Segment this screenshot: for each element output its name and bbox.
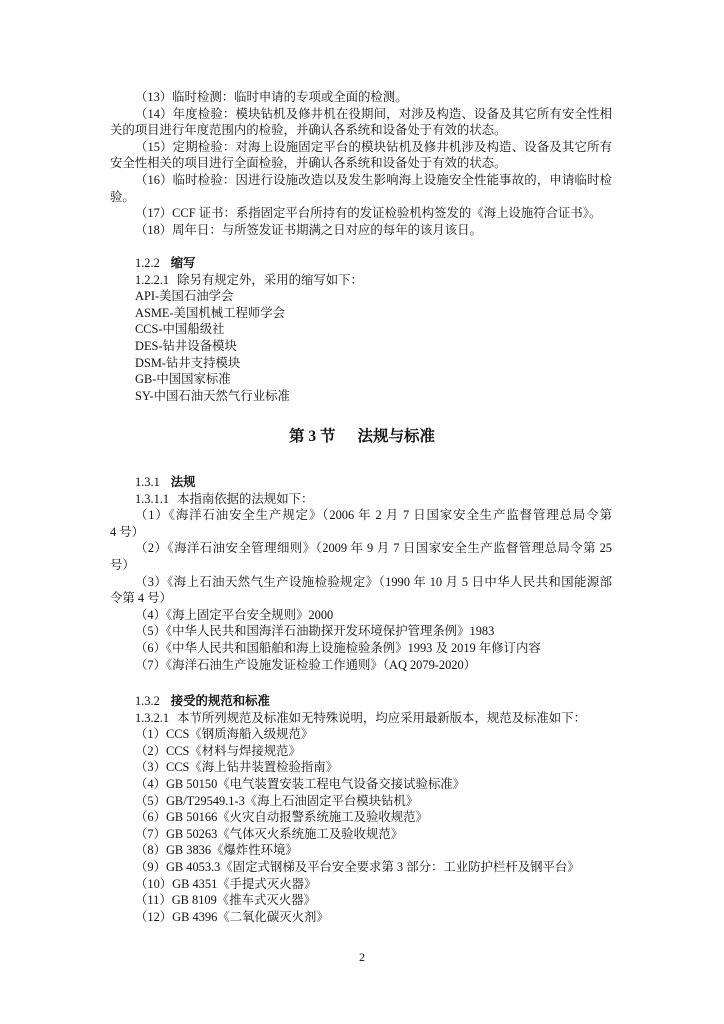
regulation-item: [110, 540, 612, 573]
heading-number: 1.3.2: [135, 694, 160, 708]
clause-text: 除另有规定外，采用的缩写如下：: [177, 272, 363, 287]
abbreviation-item: DSM-钻井支持模块: [135, 355, 241, 370]
definition-line: （13）临时检测：临时申请的专项或全面的检测。: [135, 90, 408, 104]
definition-line: 关的项目进行年度范围内的检验，并确认各系统和设备处于有效的状态。: [110, 123, 507, 138]
definition-line: （18）周年日：与所签发证书期满之日对应的每年的该月该日。: [135, 222, 482, 237]
definition-line: 安全性相关的项目进行全面检验，并确认各系统和设备处于有效的状态。: [110, 156, 507, 171]
heading-title: 接受的规范和标准: [170, 694, 270, 708]
clause-intro: [110, 710, 612, 727]
standard-item: （2）CCS《材料与焊接规范》: [135, 743, 301, 758]
standard-item: （8）GB 3836《爆炸性环境》: [135, 843, 298, 858]
regulation-line: （2）《海洋石油安全管理细则》（2009 年 9 月 7 日国家安全生产监督管理总局令第 25: [135, 541, 612, 556]
clause-intro: [110, 491, 612, 508]
standard-item: （4）GB 50150《电气装置安装工程电气设备交接试验标准》: [135, 776, 466, 791]
heading-title: 法规: [170, 475, 196, 489]
regulation-line: （1）《海洋石油安全生产规定》（2006 年 2 月 7 日国家安全生产监督管理总局令第: [135, 508, 612, 523]
standard-item: （3）CCS《海上钻井装置检验指南》: [135, 760, 339, 775]
regulation-item: [110, 623, 612, 640]
clause-text: 本节所列规范及标准如无特殊说明，均应采用最新版本，规范及标准如下：: [177, 710, 586, 725]
regulation-line: （3）《海上石油天然气生产设施检验规定》（1990 年 10 月 5 日中华人民共和国能源部: [135, 574, 612, 589]
heading-number: 1.2.2: [135, 256, 160, 270]
regulation-item: [110, 607, 612, 624]
section-title: 法规与标准: [357, 428, 436, 445]
clause-intro: [110, 272, 612, 289]
definition-line: （17）CCF 证书：系指固定平台所持有的发证检验机构签发的《海上设施符合证书》。: [135, 206, 602, 221]
regulation-item: [110, 640, 612, 657]
regulations-section: [110, 474, 612, 673]
definition-item: [110, 222, 612, 239]
regulation-item: [110, 657, 612, 674]
abbreviation-item: SY-中国石油天然气行业标准: [135, 388, 290, 403]
regulation-line: 令第 4 号）: [110, 591, 172, 606]
standard-item: （5）GB/T29549.1-3《海上石油固定平台模块钻机》: [135, 793, 419, 808]
subsection-heading: [110, 255, 612, 272]
definition-line: 验。: [110, 189, 135, 204]
regulation-line: （5）《中华人民共和国海洋石油勘探开发环境保护管理条例》1983: [135, 624, 495, 639]
definition-line: （14）年度检验：模块钻机及修井机在役期间，对涉及构造、设备及其它所有安全性相: [135, 106, 612, 121]
heading-number: 1.3.1: [135, 475, 160, 489]
regulation-line: （7）《海洋石油生产设施发证检验工作通则》（AQ 2079-2020）: [135, 657, 477, 672]
abbreviation-item: CCS-中国船级社: [135, 322, 225, 337]
page-number: 2: [359, 950, 365, 964]
standards-section: [110, 693, 612, 925]
definition-item: [110, 89, 612, 106]
definition-item: [110, 139, 612, 172]
definition-item: [110, 205, 612, 222]
regulation-item: [110, 507, 612, 540]
regulation-line: 号）: [110, 557, 135, 572]
definition-line: （16）临时检验：因进行设施改造以及发生影响海上设施安全性能事故的，申请临时检: [135, 172, 612, 187]
standard-item: （9）GB 4053.3《固定式钢梯及平台安全要求第 3 部分：工业防护栏杆及钢平台》: [135, 859, 580, 874]
standard-item: （7）GB 50263《气体灭火系统施工及验收规范》: [135, 826, 404, 841]
abbreviation-item: ASME-美国机械工程师学会: [135, 305, 286, 320]
abbreviation-item: API-美国石油学会: [135, 289, 234, 304]
standard-item: （12）GB 4396《二氧化碳灭火剂》: [135, 909, 329, 924]
clause-number: 1.3.2.1: [135, 710, 170, 725]
clause-number: 1.3.1.1: [135, 491, 170, 506]
definition-item: [110, 172, 612, 205]
subsection-heading: [110, 474, 612, 491]
regulation-line: （6）《中华人民共和国船舶和海上设施检验条例》1993 及 2019 年修订内容: [135, 640, 541, 655]
subsection-heading: [110, 693, 612, 710]
abbreviations-section: [110, 255, 612, 404]
abbreviation-item: DES-钻井设备模块: [135, 338, 237, 353]
section-number: 第 3 节: [288, 428, 336, 445]
clause-number: 1.2.2.1: [135, 272, 170, 287]
abbreviation-item: GB-中国国家标准: [135, 372, 231, 387]
definition-line: （15）定期检验：对海上设施固定平台的模块钻机及修井机涉及构造、设备及其它所有: [135, 139, 612, 154]
regulation-item: [110, 574, 612, 607]
standard-item: （6）GB 50166《火灾自动报警系统施工及验收规范》: [135, 810, 428, 825]
clause-text: 本指南依据的法规如下：: [177, 491, 314, 506]
definition-item: [110, 106, 612, 139]
regulation-line: 4 号）: [110, 524, 145, 539]
regulation-line: （4）《海上固定平台安全规则》2000: [135, 607, 334, 622]
standard-item: （11）GB 8109《推车式灭火器》: [135, 893, 316, 908]
heading-title: 缩写: [170, 256, 196, 270]
definitions-list: [110, 89, 612, 238]
section-heading: [0, 427, 724, 447]
standard-item: （10）GB 4351《手提式灭火器》: [135, 876, 317, 891]
standard-item: （1）CCS《钢质海船入级规范》: [135, 727, 314, 742]
